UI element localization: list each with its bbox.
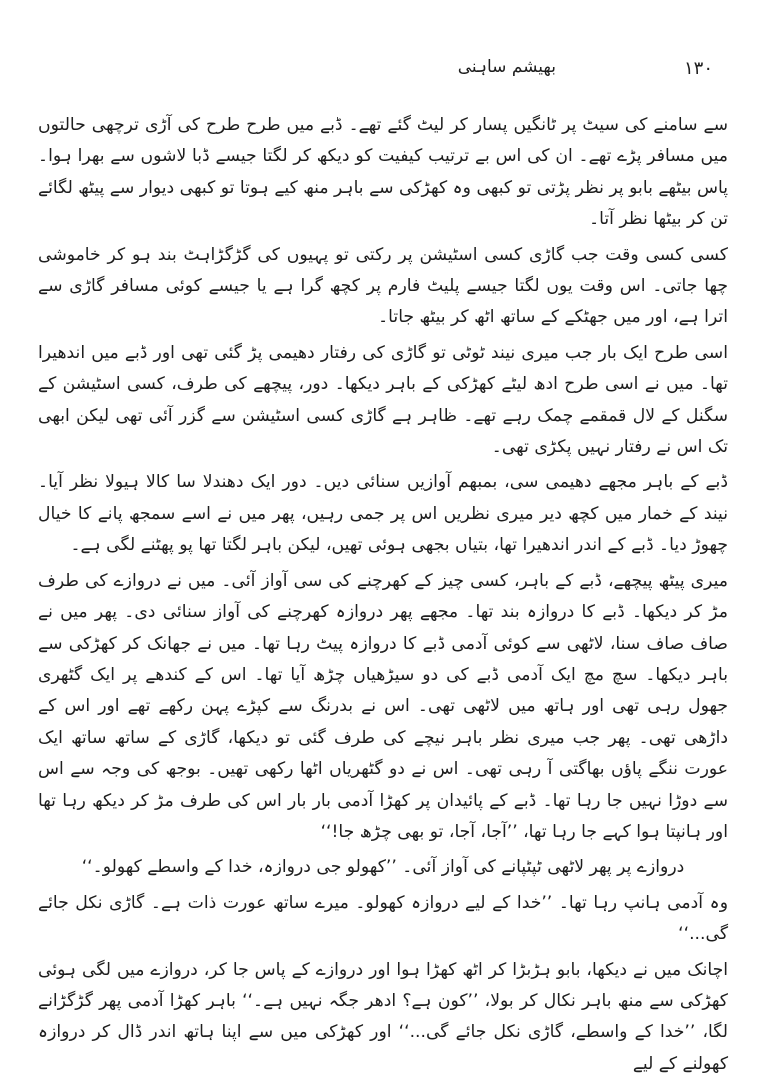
paragraph: کسی کسی وقت جب گاڑی کسی اسٹیشن پر رکتی تو پہیوں کی گڑگڑاہٹ بند ہو کر خاموشی چھا جاتی۔ اس وقت یوں لگتا جیسے پلیٹ فارم پر کچھ گرا ہے یا جیسے کوئی مسافر گاڑی سے اترا ہے، اور میں جھٹکے کے ساتھ اٹھ کر بیٹھ جاتا۔	[38, 244, 728, 328]
paragraph: اچانک میں نے دیکھا، بابو ہڑبڑا کر اٹھ کھڑا ہوا اور دروازے کے پاس جا کر، دروازے میں لگی ہوئی کھڑکی سے منھ باہر نکال کر بولا، ’’کون ہے؟ ادھر جگہ نہیں ہے۔‘‘ باہر کھڑا آدمی پھر گڑگڑانے لگا، ’’خدا کے واسطے، گاڑی نکل جائے گی...‘‘ اور کھڑکی میں سے اپنا ہاتھ اندر ڈال کر دروازہ کھولنے کے لیے	[38, 959, 728, 1074]
paragraph: دروازے پر پھر لاٹھی ٹپٹپانے کی آواز آئی۔ ’’کھولو جی دروازہ، خدا کے واسطے کھولو۔‘‘	[81, 857, 685, 878]
paragraph: میری پیٹھ پیچھے، ڈبے کے باہر، کسی چیز کے کھرچنے کی سی آواز آئی۔ میں نے دروازے کی طرف مڑ کر دیکھا۔ ڈبے کا دروازہ بند تھا۔ مجھے پھر دروازہ کھرچنے کی آواز سنائی دی۔ پھر میں نے صاف صاف سنا، لاٹھی سے کوئی آدمی ڈبے کا دروازہ پیٹ رہا تھا۔ میں نے جھانک کر کھڑکی سے باہر دیکھا۔ سچ مچ ایک آدمی ڈبے کی دو سیڑھیاں چڑھ آیا تھا۔ اس کے کندھے پر ایک گٹھری جھول رہی تھی اور ہاتھ میں لاٹھی تھی۔ اس نے بدرنگ سے کپڑے پہن رکھے تھے اور اس کے داڑھی تھی۔ پھر جب میری نظر باہر نیچے کی طرف گئی تو دیکھا، گاڑی کے ساتھ ساتھ ایک عورت ننگے پاؤں بھاگتی آ رہی تھی۔ اس نے دو گٹھریاں اٹھا رکھی تھیں۔ بوجھ کی وجہ سے اس سے دوڑا نہیں جا رہا تھا۔ ڈبے کے پائیدان پر کھڑا آدمی بار بار اس کی طرف مڑ کر دیکھ رہا تھا اور ہانپتا ہوا کہے جا رہا تھا، ’’آجا، آجا، تو بھی چڑھ جا!‘‘	[38, 570, 728, 842]
running-title: بھیشم ساہنی	[457, 57, 556, 77]
paragraph: ڈبے کے باہر مجھے دھیمی سی، بمبھم آوازیں سنائی دیں۔ دور ایک دھندلا سا کالا ہیولا نظر آیا۔ نیند کے خمار میں کچھ دیر میری نظریں اس پر جمی رہیں، پھر میں نے اسے سمجھ پانے کا خیال چھوڑ دیا۔ ڈبے کے اندر اندھیرا تھا، بتیاں بجھی ہوئی تھیں، لیکن باہر لگتا تھا پو پھٹنے لگی ہے۔	[38, 472, 728, 556]
paragraph: سے سامنے کی سیٹ پر ٹانگیں پسار کر لیٹ گئے تھے۔ ڈبے میں طرح طرح کی آڑی ترچھی حالتوں میں مسافر پڑے تھے۔ ان کی اس بے ترتیب کیفیت کو دیکھ کر لگتا جیسے ڈبا لاشوں سے بھرا ہوا۔ پاس بیٹھے بابو پر نظر پڑتی تو کبھی وہ کھڑکی سے باہر منھ کیے ہوتا تو کبھی دیوار سے پیٹھ لگائے تن کر بیٹھا نظر آتا۔	[38, 115, 728, 230]
paragraph: اسی طرح ایک بار جب میری نیند ٹوٹی تو گاڑی کی رفتار دھیمی پڑ گئی تھی اور ڈبے میں اندھیرا تھا۔ میں نے اسی طرح ادھ لیٹے کھڑکی کے باہر دیکھا۔ دور، پیچھے کی طرف، کسی اسٹیشن کے سگنل کے لال قمقمے چمک رہے تھے۔ ظاہر ہے گاڑی کسی اسٹیشن سے گزر آئی تھی لیکن ابھی تک اس نے رفتار نہیں پکڑی تھی۔	[38, 342, 728, 458]
page-number: ۱۳۰	[683, 58, 713, 79]
paragraph: وہ آدمی ہانپ رہا تھا۔ ’’خدا کے لیے دروازہ کھولو۔ میرے ساتھ عورت ذات ہے۔ گاڑی نکل جائے گی...‘‘	[38, 892, 728, 945]
body-text	[38, 110, 728, 1080]
page-header	[0, 54, 761, 94]
